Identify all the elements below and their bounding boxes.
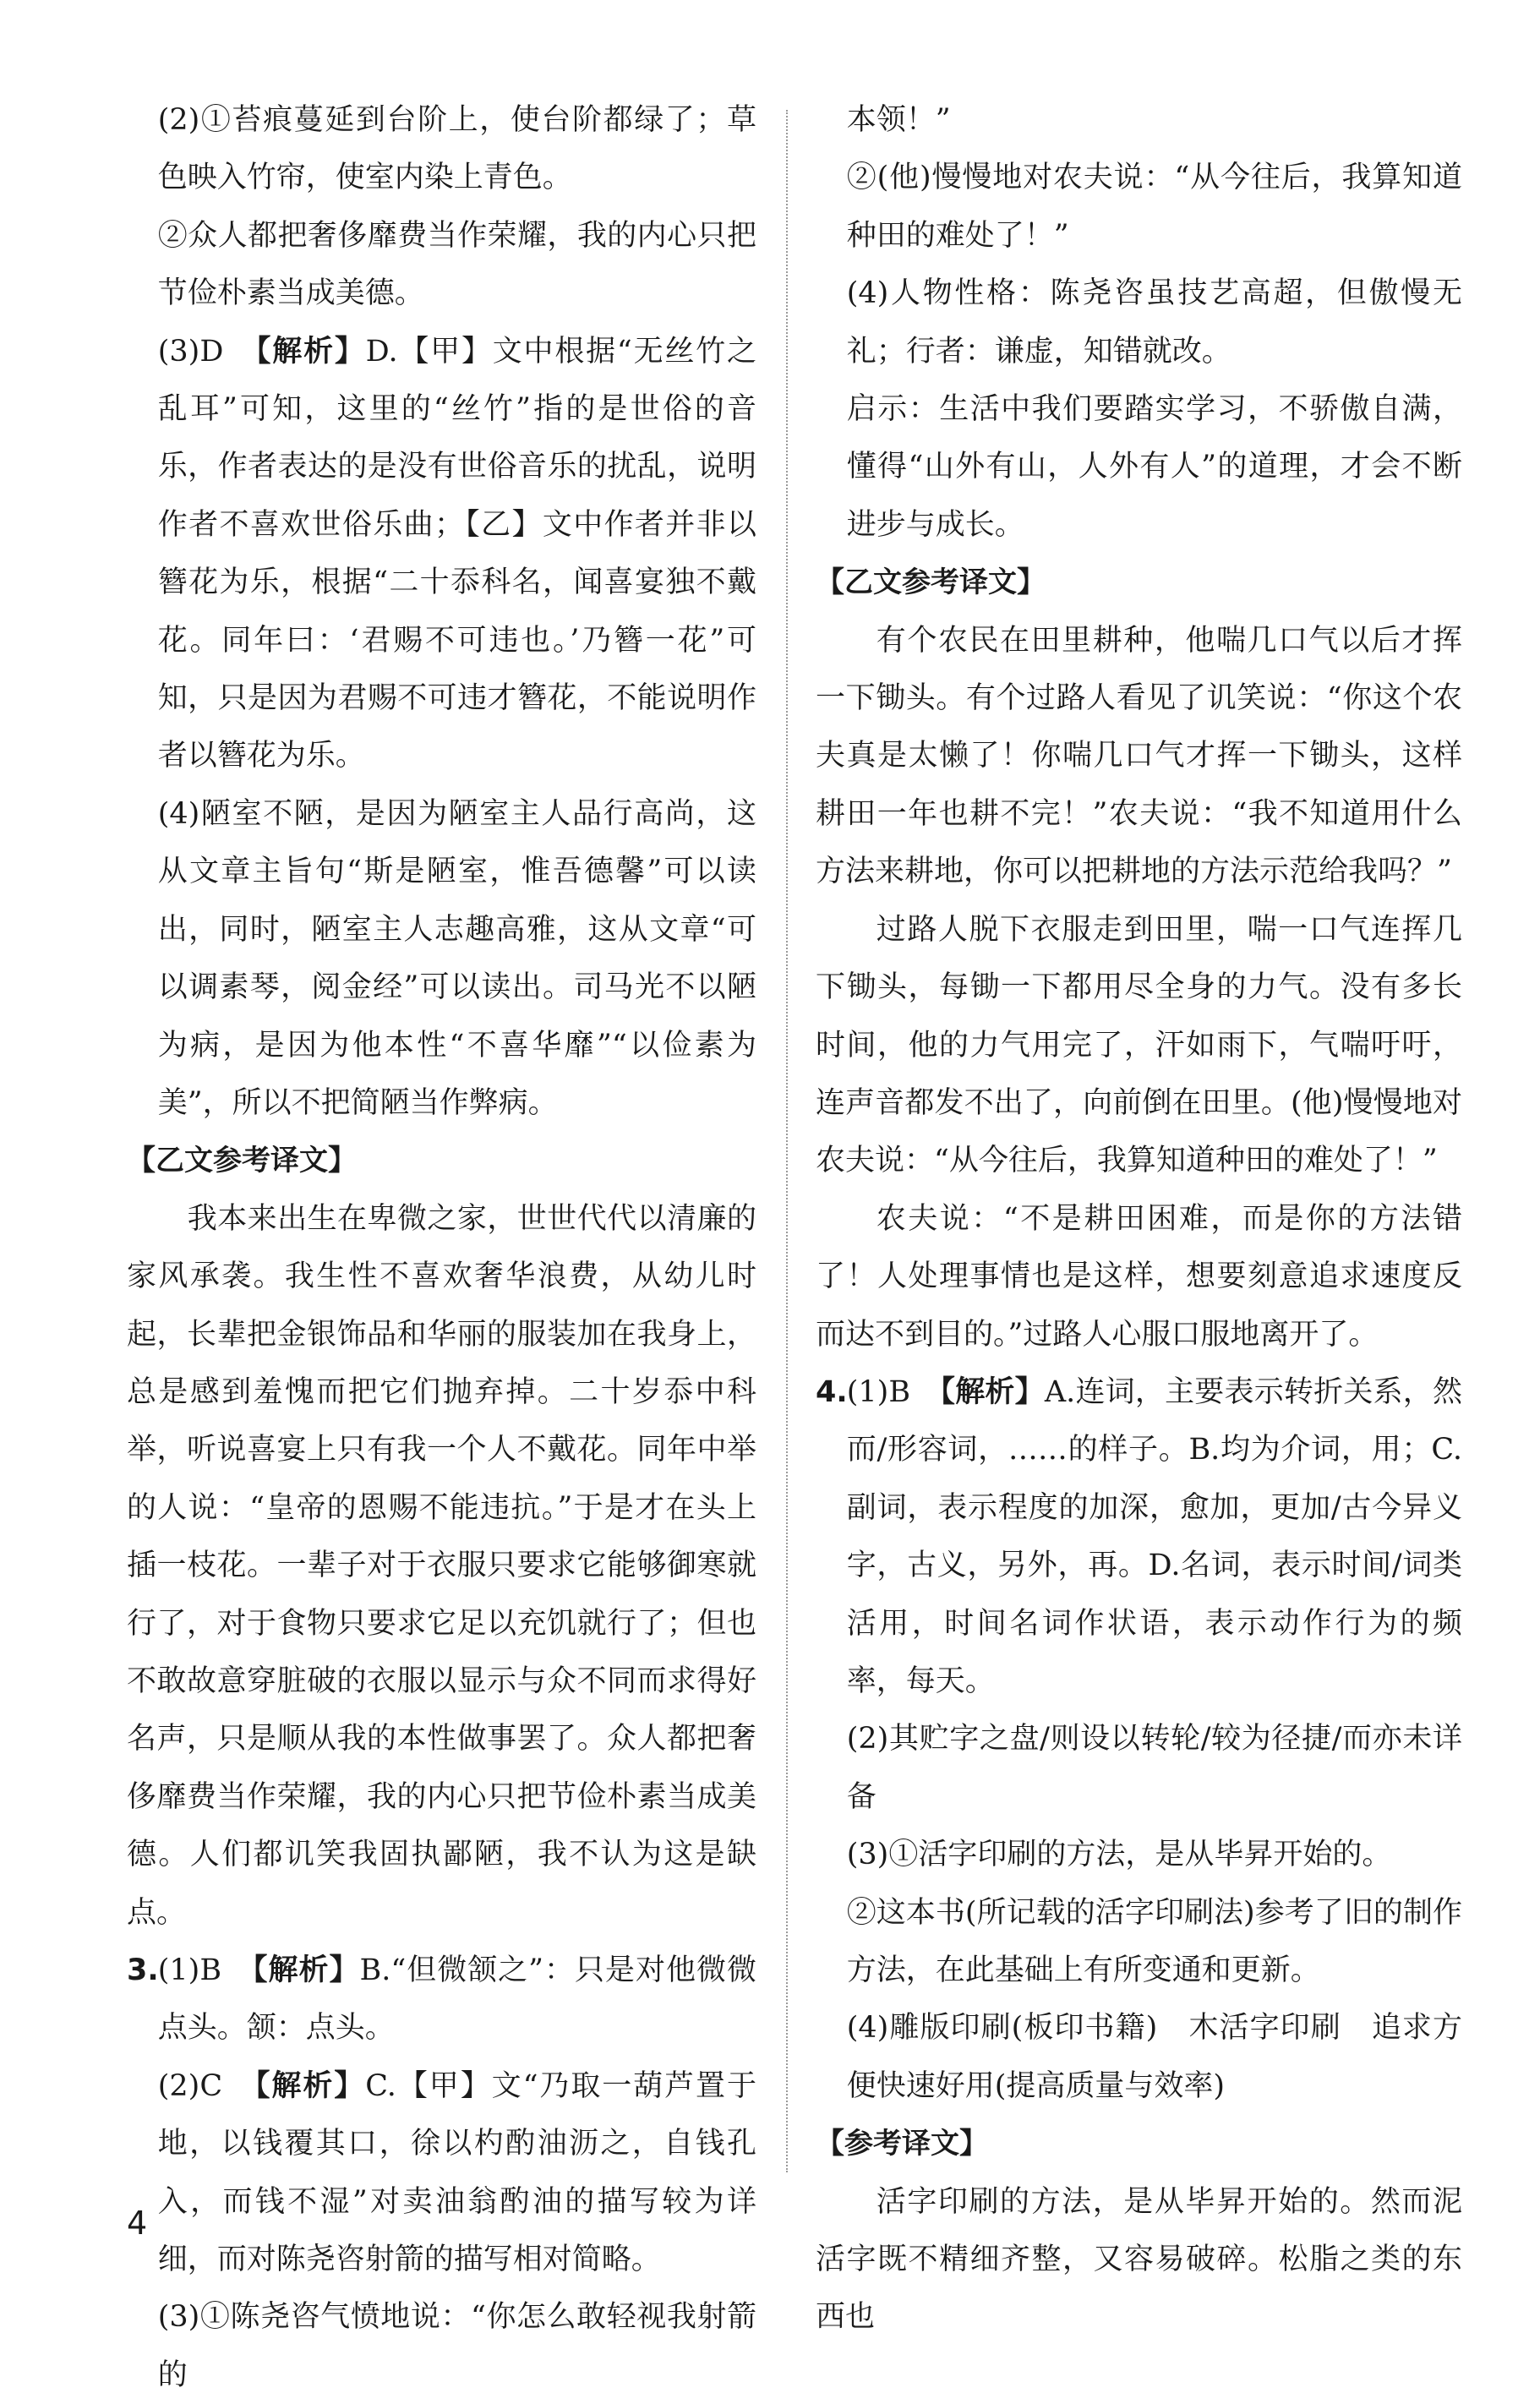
translation-paragraph: 活字印刷的方法，是从毕昇开始的。然而泥活字既不精细齐整，又容易破碎。松脂之类的东西也 [816, 2184, 1462, 2335]
analysis-label: 【解析】 [940, 1374, 1045, 1409]
analysis-label: 【解析】 [254, 2068, 366, 2103]
answer-text: A.连词，主要表示转折关系，然而/形容词，……的样子。B.均为介词，用；C.副词，表示程度的加深，愈加，更加/古今异义字，古义，另外，再。D.名词，表示时间/词类活用，时间名词作状语，表示动作行为的频率，每天。 [846, 1374, 1462, 1698]
section-heading: 【乙文参考译文】 [127, 1144, 357, 1178]
answer-text: ②(他)慢慢地对农夫说：“从今往后，我算知道种田的难处了！” [846, 161, 1462, 253]
answer-text: B.“但微颔之”：只是对他微微点头。颔：点头。 [157, 1953, 756, 2046]
question-number: 3. [127, 1953, 159, 1987]
answer-item [816, 91, 1462, 149]
translation-paragraph: 有个农民在田里耕种，他喘几口气以后才挥一下锄头。有个过路人看见了讥笑说：“你这个农夫真是太懒了！你喘几口气才挥一下锄头，这样耕田一年也耕不完！”农夫说：“我不知道用什么方法来耕地，你可以把耕地的方法示范给我吗？” [816, 623, 1462, 889]
answer-text: D.【甲】文中根据“无丝竹之乱耳”可知，这里的“丝竹”指的是世俗的音乐，作者表达的是没有世俗音乐的扰乱，说明作者不喜欢世俗乐曲；【乙】文中作者并非以簪花为乐，根据“二十忝科名，闻喜宴独不戴花。同年曰：‘君赐不可违也。’乃簪一花”可知，只是因为君赐不可违才簪花，不能说明作者以簪花为乐。 [157, 334, 756, 773]
answer-text: (3)①陈尧咨气愤地说：“你怎么敢轻视我射箭的 [157, 2300, 756, 2392]
analysis-label: 【解析】 [253, 1953, 360, 1987]
answer-text: 启示：生活中我们要踏实学习，不骄傲自满，懂得“山外有山，人外有人”的道理，才会不断进步与成长。 [846, 392, 1462, 542]
column-divider [786, 110, 788, 2172]
translation-paragraph: 我本来出生在卑微之家，世世代代以清廉的家风承袭。我生性不喜欢奢华浪费，从幼儿时起，长辈把金银饰品和华丽的服装加在我身上，总是感到羞愧而把它们抛弃掉。二十岁忝中科举，听说喜宴上只有我一个人不戴花。同年中举的人说：“皇帝的恩赐不能违抗。”于是才在头上插一枝花。一辈子对于衣服只要求它能够御寒就行了，对于食物只要求它足以充饥就行了；但也不敢故意穿脏破的衣服以显示与众不同而求得好名声，只是顺从我的本性做事罢了。众人都把奢侈靡费当作荣耀，我的内心只把节俭朴素当成美德。人们都讥笑我固执鄙陋，我不认为这是缺点。 [127, 1201, 756, 1930]
answer-item [127, 2288, 756, 2404]
answer-choice: (3)D [157, 334, 256, 369]
answer-item [127, 91, 756, 207]
answer-text: (4)雕版印刷(板印书籍) 木活字印刷 追求方便快速好用(提高质量与效率) [846, 2011, 1462, 2103]
answer-choice: (2)C [157, 2068, 255, 2103]
answer-item [816, 265, 1462, 380]
answer-text: (2)①苔痕蔓延到台阶上，使台阶都绿了；草色映入竹帘，使室内染上青色。 [157, 103, 756, 195]
section-heading: 【参考译文】 [816, 2127, 988, 2161]
answer-text: (4)陋室不陋，是因为陋室主人品行高尚，这从文章主旨句“斯是陋室，惟吾德馨”可以读出，同时，陋室主人志趣高雅，这从文章“可以调素琴，阅金经”可以读出。司马光不以陋为病，是因为他本性“不喜华靡”“以俭素为美”，所以不把简陋当作弊病。 [157, 796, 756, 1120]
answer-item [816, 1826, 1462, 1883]
answer-text: C.【甲】文“乃取一葫芦置于地，以钱覆其口，徐以杓酌油沥之，自钱孔入，而钱不湿”对卖油翁酌油的描写较为详细，而对陈尧咨射箭的描写相对简略。 [157, 2068, 756, 2277]
answer-item [816, 149, 1462, 265]
section-heading: 【乙文参考译文】 [816, 565, 1046, 600]
answer-text: (2)其贮字之盘/则设以转轮/较为径捷/而亦未详备 [846, 1722, 1462, 1814]
analysis-label: 【解析】 [255, 334, 366, 369]
question-number: 4. [816, 1374, 848, 1409]
translation-paragraph: 农夫说：“不是耕田困难，而是你的方法错了！人处理事情也是这样，想要刻意追求速度反而达不到目的。”过路人心服口服地离开了。 [816, 1201, 1462, 1352]
answer-item [127, 323, 756, 785]
answer-choice: (1)B [846, 1374, 941, 1409]
answer-text: (4)人物性格：陈尧咨虽技艺高超，但傲慢无礼；行者：谦虚，知错就改。 [846, 276, 1462, 369]
translation-paragraph: 过路人脱下衣服走到田里，喘一口气连挥几下锄头，每锄一下都用尽全身的力气。没有多长时间，他的力气用完了，汗如雨下，气喘吁吁，连声音都发不出了，向前倒在田里。(他)慢慢地对农夫说：“从今往后，我算知道种田的难处了！” [816, 912, 1462, 1178]
answer-text: ②这本书(所记载的活字印刷法)参考了旧的制作方法，在此基础上有所变通和更新。 [846, 1895, 1462, 1987]
answer-item [816, 380, 1462, 554]
answer-choice: (1)B [157, 1953, 254, 1987]
left-column [127, 91, 756, 2404]
answer-item [127, 207, 756, 323]
answer-item [127, 785, 756, 1132]
right-column [816, 91, 1462, 2347]
answer-item [816, 1710, 1462, 1826]
answer-item [127, 1942, 756, 2057]
answer-text: (3)①活字印刷的方法，是从毕昇开始的。 [846, 1838, 1392, 1872]
answer-item [816, 1884, 1462, 2000]
answer-item [816, 1999, 1462, 2115]
answer-item [127, 2057, 756, 2289]
answer-item [816, 1363, 1462, 1710]
answer-text: 本领！” [846, 103, 951, 137]
answer-text: ②众人都把奢侈靡费当作荣耀，我的内心只把节俭朴素当成美德。 [157, 218, 756, 311]
page-number: 4 [127, 2205, 148, 2242]
